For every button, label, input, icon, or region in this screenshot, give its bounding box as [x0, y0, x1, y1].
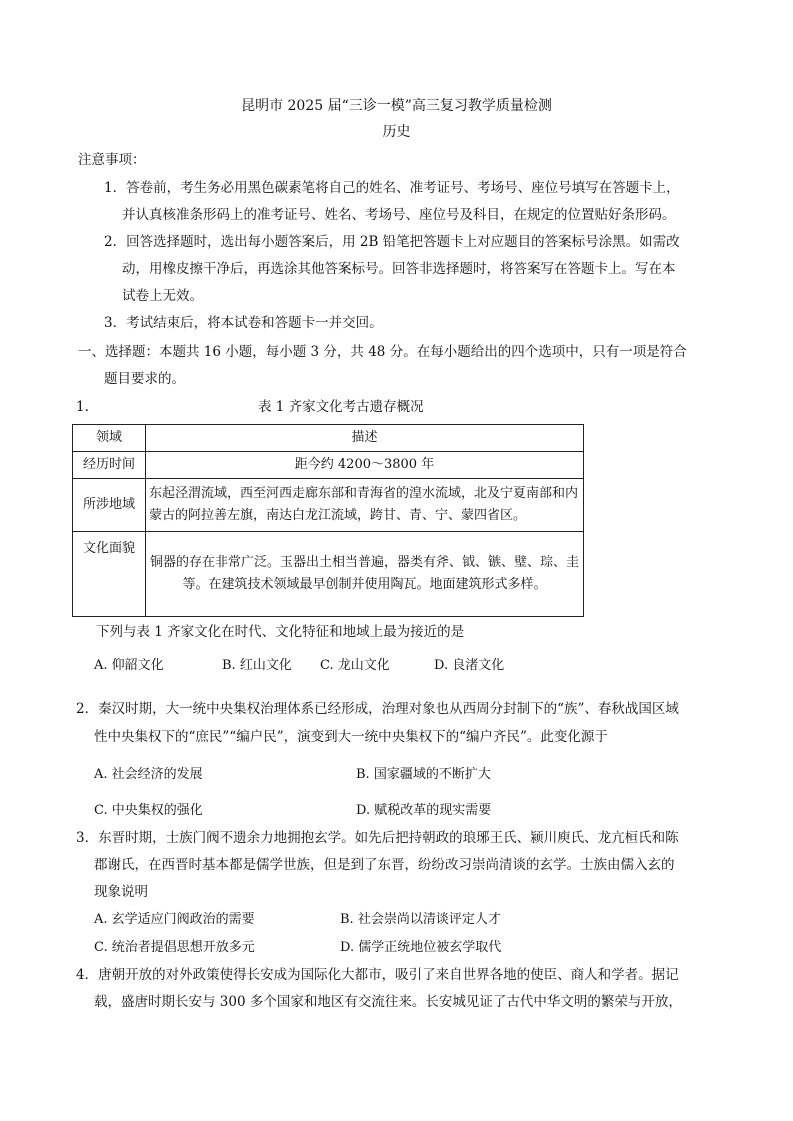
question-3-stem-line-3: 现象说明: [94, 884, 148, 900]
notice-item-1-line-2: 并认真核准条形码上的准考证号、姓名、考场号、座位号及科目，在规定的位置贴好条形码。: [122, 207, 676, 223]
question-2-stem-line-1: 2．秦汉时期，大一统中央集权治理体系已经形成，治理对象也从西周分封制下的“族”、春秋战国区域: [76, 701, 679, 717]
table-row: [73, 479, 584, 532]
notice-item-1-line-1: 1．答卷前，考生务必用黑色碳素笔将自己的姓名、准考证号、考场号、座位号填写在答题卡上，: [104, 180, 680, 196]
question-1-option-c: C. 龙山文化: [320, 658, 390, 673]
table-row: [73, 532, 584, 617]
section-heading-line-1: 一、选择题：本题共 16 小题，每小题 3 分，共 48 分。在每小题给出的四个选项中，只有一项是符合: [78, 344, 687, 360]
table-cell-value: 铜器的存在非常广泛。玉器出土相当普遍，器类有斧、钺、镞、璧、琮、圭等。在建筑技术领域最早创制并使用陶瓦。地面建筑形式多样。: [146, 532, 584, 617]
notice-heading: 注意事项：: [78, 152, 146, 168]
question-1-option-d: D. 良渚文化: [434, 658, 505, 673]
table-row: [73, 425, 584, 452]
table-row: [73, 452, 584, 479]
notice-item-2-line-1: 2．回答选择题时，选出每小题答案后，用 2B 铅笔把答题卡上对应题目的答案标号涂黑。如需改: [104, 234, 680, 250]
subject-title: 历史: [382, 124, 411, 140]
qijia-culture-table: [72, 424, 584, 617]
table-cell-value: 东起泾渭流域，西至河西走廊东部和青海省的湟水流域，北及宁夏南部和内蒙古的阿拉善左旗，南达白龙江流域，跨甘、青、宁、蒙四省区。: [146, 479, 584, 532]
table-caption: 表 1 齐家文化考古遗存概况: [258, 399, 424, 415]
question-2-option-d: D. 赋税改革的现实需要: [356, 803, 492, 818]
table-header-key: 领域: [73, 425, 146, 452]
table-cell-key: 所涉地域: [73, 479, 146, 532]
question-3-option-c: C. 统治者提倡思想开放多元: [94, 940, 255, 955]
section-heading-line-2: 题目要求的。: [104, 371, 185, 387]
question-4-stem-line-2: 载，盛唐时期长安与 300 多个国家和地区有交流往来。长安城见证了古代中华文明的繁荣与开放，: [94, 994, 682, 1010]
question-2-option-a: A. 社会经济的发展: [94, 767, 203, 782]
question-4-stem-line-1: 4．唐朝开放的对外政策使得长安成为国际化大都市，吸引了来自世界各地的使臣、商人和学者。据记: [76, 967, 679, 983]
table-header-value: 描述: [146, 425, 584, 452]
question-2-option-b: B. 国家疆域的不断扩大: [356, 767, 491, 782]
question-1-option-a: A. 仰韶文化: [94, 658, 164, 673]
question-1-option-b: B. 红山文化: [222, 658, 292, 673]
question-3-option-b: B. 社会崇尚以清谈评定人才: [340, 912, 501, 927]
question-1-stem: 下列与表 1 齐家文化在时代、文化特征和地域上最为接近的是: [96, 624, 465, 640]
notice-item-3: 3．考试结束后，将本试卷和答题卡一并交回。: [104, 315, 383, 331]
notice-item-2-line-3: 试卷上无效。: [122, 288, 203, 304]
table-cell-key: 文化面貌: [73, 532, 146, 617]
table-cell-value: 距今约 4200～3800 年: [146, 452, 584, 479]
question-3-option-d: D. 儒学正统地位被玄学取代: [340, 940, 502, 955]
question-3-option-a: A. 玄学适应门阀政治的需要: [94, 912, 255, 927]
question-3-stem-line-2: 郡谢氏，在西晋时基本都是儒学世族，但是到了东晋，纷纷改习崇尚清谈的玄学。士族由儒入玄的: [94, 857, 675, 873]
question-1-number: 1.: [76, 399, 89, 415]
table-cell-key: 经历时间: [73, 452, 146, 479]
question-3-stem-line-1: 3．东晋时期，士族门阀不遗余力地拥抱玄学。如先后把持朝政的琅琊王氏、颍川庾氏、龙亢桓氏和陈: [76, 830, 679, 846]
notice-item-2-line-2: 动，用橡皮擦干净后，再选涂其他答案标号。回答非选择题时，将答案写在答题卡上。写在本: [122, 261, 676, 277]
question-2-stem-line-2: 性中央集权下的“庶民”“编户民”，演变到大一统中央集权下的“编户齐民”。此变化源于: [94, 729, 608, 745]
page-title: 昆明市 2025 届“三诊一模”高三复习教学质量检测: [241, 98, 552, 114]
question-2-option-c: C. 中央集权的强化: [94, 803, 203, 818]
